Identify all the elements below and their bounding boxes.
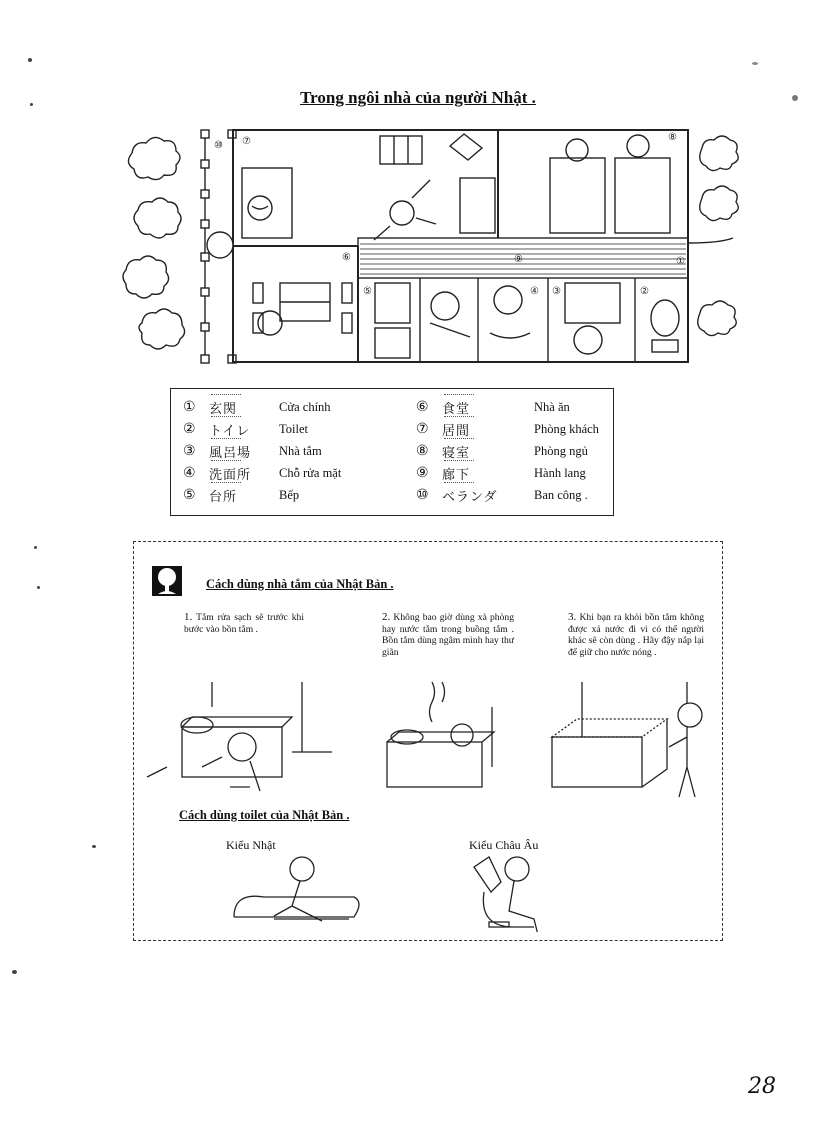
- legend-item: [183, 441, 322, 461]
- legend-vietnamese: Phòng ngủ: [534, 443, 588, 458]
- legend-number: ④: [183, 465, 196, 481]
- room-num-3: ③: [552, 286, 561, 297]
- bath-step-2: [382, 612, 514, 658]
- scan-speck: [12, 970, 17, 974]
- legend-item: [416, 441, 588, 461]
- legend-vietnamese: Phòng khách: [534, 421, 599, 436]
- legend-japanese: 寝室: [442, 442, 534, 461]
- bath-illustrations: [142, 677, 717, 807]
- legend-vietnamese: Nhà tắm: [279, 443, 322, 458]
- room-num-10: ⑩: [214, 140, 223, 151]
- legend-number: ①: [183, 399, 196, 415]
- legend-number: ⑥: [416, 399, 429, 415]
- room-num-2: ②: [640, 286, 649, 297]
- instruction-box: [133, 541, 723, 941]
- scan-speck: [92, 845, 96, 848]
- bath-step-1: [184, 612, 304, 635]
- legend-vietnamese: Chỗ rửa mặt: [279, 465, 342, 480]
- scan-speck: [792, 95, 798, 101]
- step-number: 3.: [568, 611, 577, 623]
- bath-heading: Cách dùng nhà tắm của Nhật Bản .: [206, 577, 394, 591]
- legend-number: ⑨: [416, 465, 429, 481]
- legend-japanese: トイレ: [209, 420, 279, 439]
- bush-left-3: [123, 256, 169, 298]
- toilet-heading: Cách dùng toilet của Nhật Bản .: [179, 808, 350, 822]
- legend-vietnamese: Cửa chính: [279, 399, 331, 414]
- bush-left-4: [139, 309, 185, 349]
- scan-speck: [30, 103, 33, 106]
- legend-japanese: 洗面所: [209, 464, 279, 483]
- step-text: Khi bạn ra khỏi bồn tắm không được xả nước đi vì có thể người khác sẽ còn dùng . Hãy đậy nắp lại để giữ cho nước nóng .: [568, 612, 705, 658]
- scan-speck: [34, 546, 37, 549]
- legend-item: [416, 397, 570, 417]
- floor-plan: [120, 118, 745, 373]
- step-number: 2.: [382, 611, 391, 623]
- legend-japanese: 食堂: [442, 398, 534, 417]
- room-num-7: ⑦: [242, 136, 251, 147]
- scan-speck: [28, 58, 32, 62]
- toilet-japanese-label: Kiểu Nhật: [226, 838, 276, 852]
- legend-item: [416, 463, 586, 483]
- legend-vietnamese: Nhà ăn: [534, 399, 570, 414]
- scan-speck: [752, 62, 758, 65]
- legend-japanese: 台所: [209, 486, 279, 505]
- page-title: Trong ngôi nhà của người Nhật .: [300, 88, 536, 107]
- legend-vietnamese: Toilet: [279, 421, 308, 436]
- legend-number: ⑧: [416, 443, 429, 459]
- tree-icon: [152, 566, 182, 596]
- bath-step-3: [568, 612, 704, 658]
- legend-japanese: ベランダ: [442, 486, 534, 505]
- room-num-5: ⑤: [363, 286, 372, 297]
- legend-item: [416, 419, 599, 439]
- legend-japanese: 玄関: [209, 398, 279, 417]
- legend-number: ⑤: [183, 487, 196, 503]
- legend-item: [416, 485, 588, 505]
- room-num-1: ①: [676, 256, 685, 267]
- toilet-european-label: Kiểu Châu Âu: [469, 838, 539, 852]
- legend-number: ⑦: [416, 421, 429, 437]
- step-text: Tắm rửa sạch sẽ trước khi bước vào bồn tắm .: [184, 612, 304, 635]
- legend-number: ③: [183, 443, 196, 459]
- room-num-4: ④: [530, 286, 539, 297]
- legend-item: [183, 463, 341, 483]
- step-number: 1.: [184, 611, 193, 623]
- legend-number: ⑩: [416, 487, 429, 503]
- bush-left-2: [134, 198, 181, 238]
- legend-vietnamese: Ban công .: [534, 487, 588, 502]
- room-legend: [170, 388, 614, 516]
- legend-japanese: 居間: [442, 420, 534, 439]
- room-num-6: ⑥: [342, 252, 351, 263]
- legend-number: ②: [183, 421, 196, 437]
- legend-japanese: 廊下: [442, 464, 534, 483]
- scan-speck: [37, 586, 40, 589]
- legend-item: [183, 419, 308, 439]
- legend-item: [183, 485, 299, 505]
- legend-vietnamese: Bếp: [279, 487, 300, 502]
- legend-vietnamese: Hành lang: [534, 465, 586, 480]
- bush-left-1: [128, 137, 180, 179]
- legend-item: [183, 397, 331, 417]
- step-text: Không bao giờ dùng xà phòng hay nước tắm trong buồng tắm . Bồn tắm dùng ngâm mình hay thư giãn: [382, 612, 514, 658]
- legend-japanese: 風呂場: [209, 442, 279, 461]
- page-number: 28: [748, 1074, 776, 1099]
- toilet-illustrations: [214, 847, 674, 932]
- room-num-9: ⑨: [514, 254, 523, 265]
- room-num-8: ⑧: [668, 132, 677, 143]
